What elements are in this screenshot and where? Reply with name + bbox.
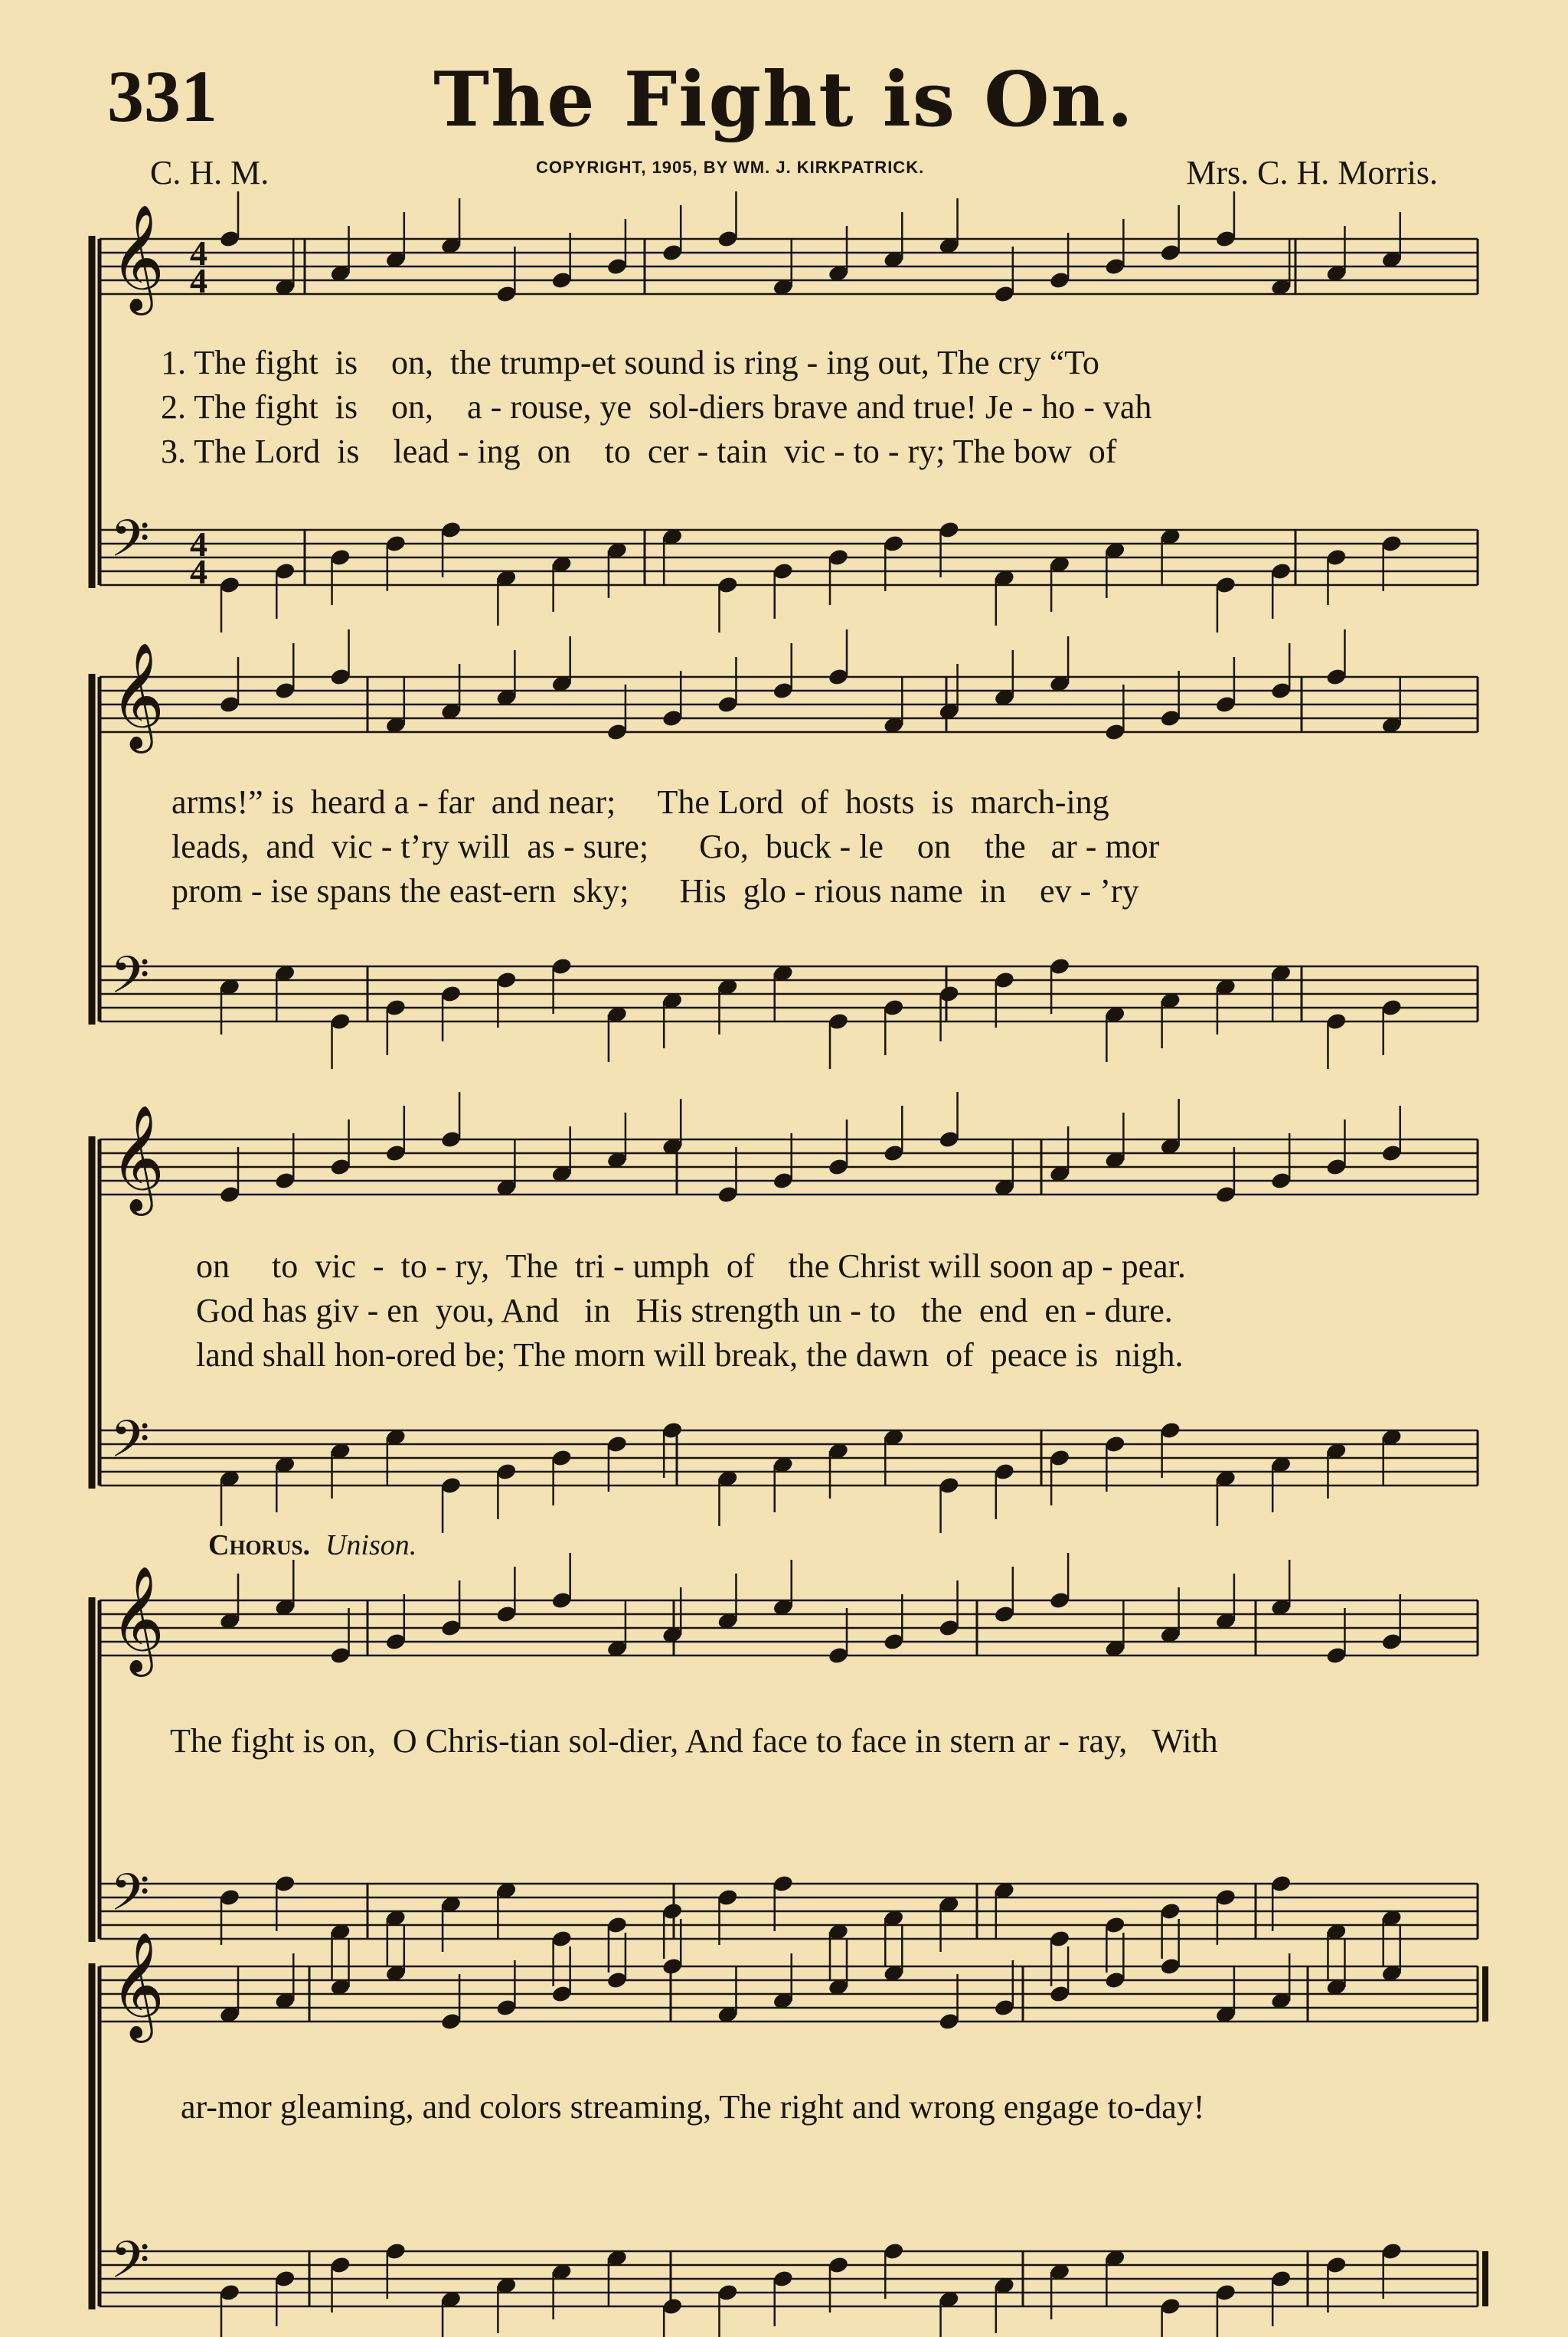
time-signature-top: 4 xyxy=(190,234,207,273)
lyric-line-s1-v1: 1. The fight is on, the trump-et sound is ring - ing out, The cry “To xyxy=(161,344,1099,381)
bass-clef-icon: 𝄢 xyxy=(110,1409,150,1481)
lyric-line-s2-v2: leads, and vic - t’ry will as - sure; Go, buck - le on the ar - mor xyxy=(172,828,1160,865)
treble-clef-icon: 𝄞 xyxy=(110,1104,165,1211)
treble-clef-icon: 𝄞 xyxy=(110,1931,165,2038)
chorus-label xyxy=(208,1528,416,1562)
copyright-notice: COPYRIGHT, 1905, BY WM. J. KIRKPATRICK. xyxy=(536,158,925,177)
lyric-line-s4-v1: The fight is on, O Chris-tian sol-dier, And face to face in stern ar - ray, With xyxy=(170,1722,1218,1760)
treble-clef-icon: 𝄞 xyxy=(110,642,165,749)
treble-clef-icon: 𝄞 xyxy=(110,204,165,311)
unison-marking: Unison. xyxy=(325,1529,417,1561)
treble-clef-icon: 𝄞 xyxy=(110,1565,165,1672)
lyric-line-s3-v3: land shall hon-ored be; The morn will break, the dawn of peace is nigh. xyxy=(196,1336,1184,1374)
lyric-line-s5-v1: ar-mor gleaming, and colors streaming, The right and wrong engage to-day! xyxy=(181,2088,1205,2126)
lyric-line-s2-v1: arms!” is heard a - far and near; The Lord of hosts is march-ing xyxy=(172,783,1109,821)
bass-clef-icon: 𝄢 xyxy=(110,508,150,580)
lyric-line-s3-v2: God has giv - en you, And in His strength un - to the end en - dure. xyxy=(196,1292,1173,1329)
hymn-title: The Fight is On. xyxy=(433,56,1135,144)
time-signature-bottom: 4 xyxy=(190,552,207,591)
lyric-line-s1-v2: 2. The fight is on, a - rouse, ye sol-diers brave and true! Je - ho - vah xyxy=(161,388,1152,426)
hymn-number: 331 xyxy=(107,55,217,137)
lyric-line-s1-v3: 3. The Lord is lead - ing on to cer - tain vic - to - ry; The bow of xyxy=(161,433,1117,470)
bass-clef-icon: 𝄢 xyxy=(110,1862,150,1934)
lyric-line-s2-v3: prom - ise spans the east-ern sky; His glo - rious name in ev - ’ry xyxy=(172,872,1139,910)
chorus-heading: Chorus. xyxy=(208,1529,310,1561)
lyric-line-s3-v1: on to vic - to - ry, The tri - umph of the Christ will soon ap - pear. xyxy=(196,1247,1186,1285)
bass-clef-icon: 𝄢 xyxy=(110,945,150,1017)
author-credit: Mrs. C. H. Morris. xyxy=(1186,154,1438,191)
composer-credit: C. H. M. xyxy=(150,154,270,191)
bass-clef-icon: 𝄢 xyxy=(110,2230,150,2302)
time-signature-bottom: 4 xyxy=(190,261,207,300)
time-signature-top: 4 xyxy=(190,525,207,564)
